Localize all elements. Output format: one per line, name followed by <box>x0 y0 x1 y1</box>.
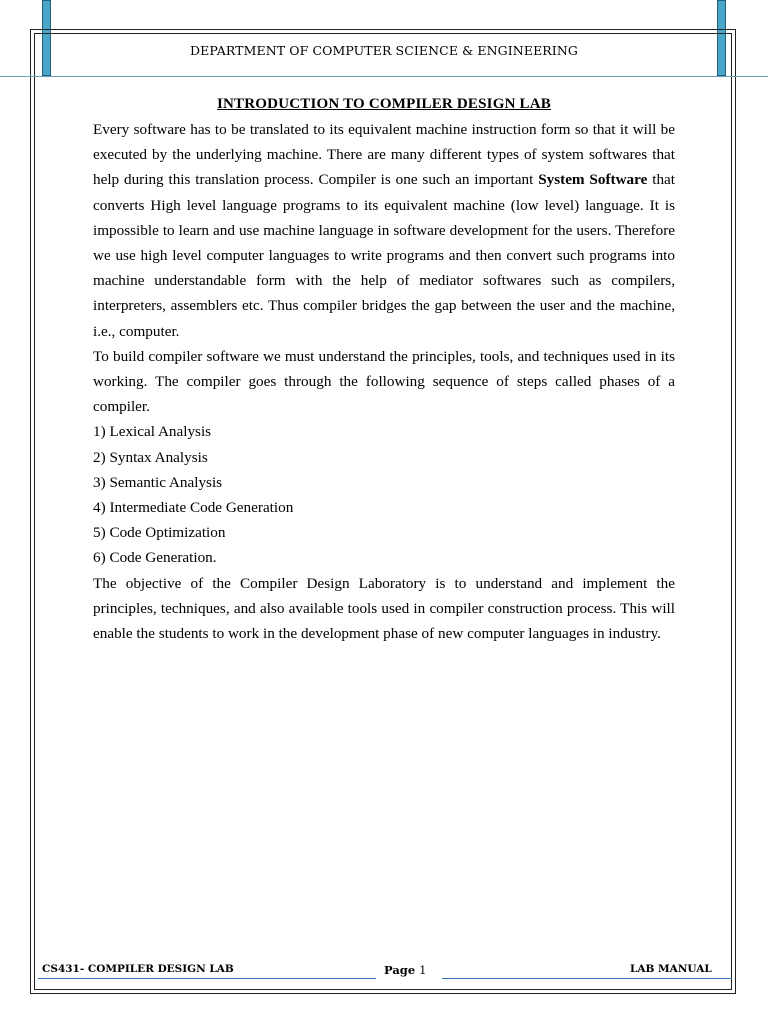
footer-page-label: Page <box>384 963 416 977</box>
intro-text-bold: System Software <box>538 171 648 189</box>
objective-paragraph: The objective of the Compiler Design Laboratory is to understand and implement the principles, techniques, and also available tools used in compiler construction process. This will enable the students to work in the development phase of new computer languages in industry. <box>93 574 675 643</box>
page-content <box>93 95 675 646</box>
principles-paragraph: To build compiler software we must understand the principles, tools, and techniques used in its working. The compiler goes through the following sequence of steps called phases of a compiler. <box>93 347 675 416</box>
list-item: 3) Semantic Analysis <box>93 473 223 491</box>
footer-rule-left <box>38 978 376 979</box>
intro-paragraph <box>93 117 675 344</box>
list-item: 6) Code Generation. <box>93 549 217 567</box>
intro-text-after: that converts High level language programs to its equivalent machine (low level) language. It is impossible to learn and use machine language in software development for the users. Therefore we use high level computer languages to write programs and then convert such programs into machine understandable form with the help of mediator softwares such as compilers, interpreters, assemblers etc. Thus compiler bridges the gap between the user and the machine, i.e., computer. <box>93 171 675 340</box>
footer-rule-right <box>442 978 732 979</box>
header-rule <box>0 76 768 77</box>
department-header: DEPARTMENT OF COMPUTER SCIENCE & ENGINEERING <box>190 43 578 58</box>
list-item: 4) Intermediate Code Generation <box>93 499 294 517</box>
footer-page-number: 1 <box>419 963 427 977</box>
footer-manual: LAB MANUAL <box>630 963 712 975</box>
phases-list <box>93 419 675 570</box>
list-item: 1) Lexical Analysis <box>93 423 212 441</box>
page-title: INTRODUCTION TO COMPILER DESIGN LAB <box>216 96 551 112</box>
intro-text-before: Every software has to be translated to its equivalent machine instruction form so that it will be executed by the underlying machine. There are many different types of system softwares that help during this translation process. Compiler is one such an important <box>93 121 675 189</box>
list-item: 5) Code Optimization <box>93 524 226 542</box>
footer-course: CS431- COMPILER DESIGN LAB <box>42 963 234 975</box>
footer-page <box>384 963 427 977</box>
list-item: 2) Syntax Analysis <box>93 448 208 466</box>
